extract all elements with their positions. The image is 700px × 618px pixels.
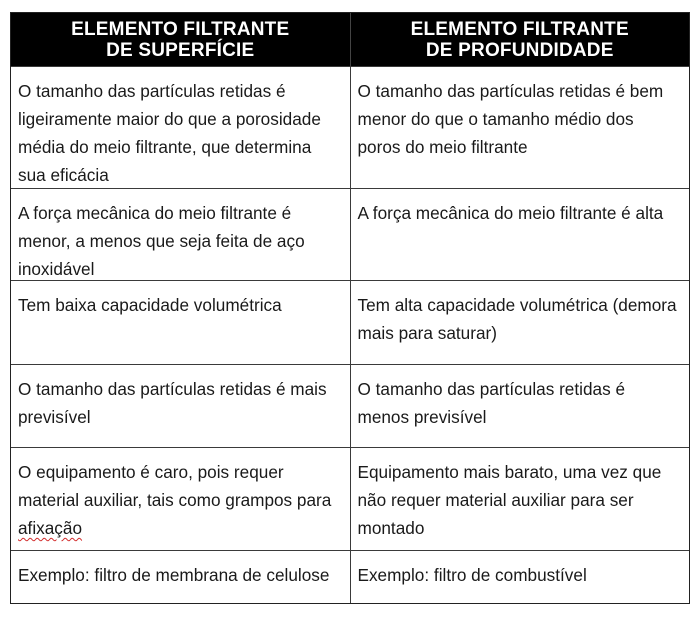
- cell-depth: Equipamento mais barato, uma vez que não requer material auxiliar para ser montado: [357, 462, 662, 538]
- header-left-line2: DE SUPERFÍCIE: [106, 39, 255, 61]
- table-row: [11, 550, 689, 603]
- header-right-line1: ELEMENTO FILTRANTE: [410, 18, 629, 40]
- cell-surface: O tamanho das partículas retidas é ligeiramente maior do que a porosidade média do meio filtrante, que determina sua eficácia: [11, 67, 351, 188]
- table-row: [11, 364, 689, 447]
- table-row: [11, 66, 689, 188]
- cell-depth: A força mecânica do meio filtrante é alta: [357, 203, 664, 223]
- table-header: [11, 13, 689, 66]
- cell-depth: O tamanho das partículas retidas é bem menor do que o tamanho médio dos poros do meio filtrante: [357, 81, 664, 157]
- header-surface-filter: [11, 13, 351, 66]
- cell-surface: O tamanho das partículas retidas é mais previsível: [11, 365, 351, 447]
- table-row: [11, 447, 689, 550]
- table-row: [11, 280, 689, 364]
- spellcheck-flagged-word[interactable]: afixação: [18, 518, 83, 538]
- cell-surface: A força mecânica do meio filtrante é menor, a menos que seja feita de aço inoxidável: [11, 189, 351, 280]
- table-row: [11, 188, 689, 280]
- cell-depth: Exemplo: filtro de combustível: [357, 565, 587, 585]
- cell-surface: [11, 448, 351, 550]
- cell-surface-text: O equipamento é caro, pois requer material auxiliar, tais como grampos para: [18, 462, 332, 510]
- cell-depth: O tamanho das partículas retidas é menos previsível: [357, 379, 626, 427]
- cell-depth: Tem alta capacidade volumétrica (demora mais para saturar): [357, 295, 677, 343]
- header-left-line1: ELEMENTO FILTRANTE: [71, 18, 290, 40]
- header-right-line2: DE PROFUNDIDADE: [425, 39, 614, 61]
- header-depth-filter: [351, 13, 690, 66]
- comparison-table: [10, 12, 690, 604]
- cell-surface: Tem baixa capacidade volumétrica: [11, 281, 351, 364]
- cell-surface: Exemplo: filtro de membrana de celulose: [11, 551, 351, 603]
